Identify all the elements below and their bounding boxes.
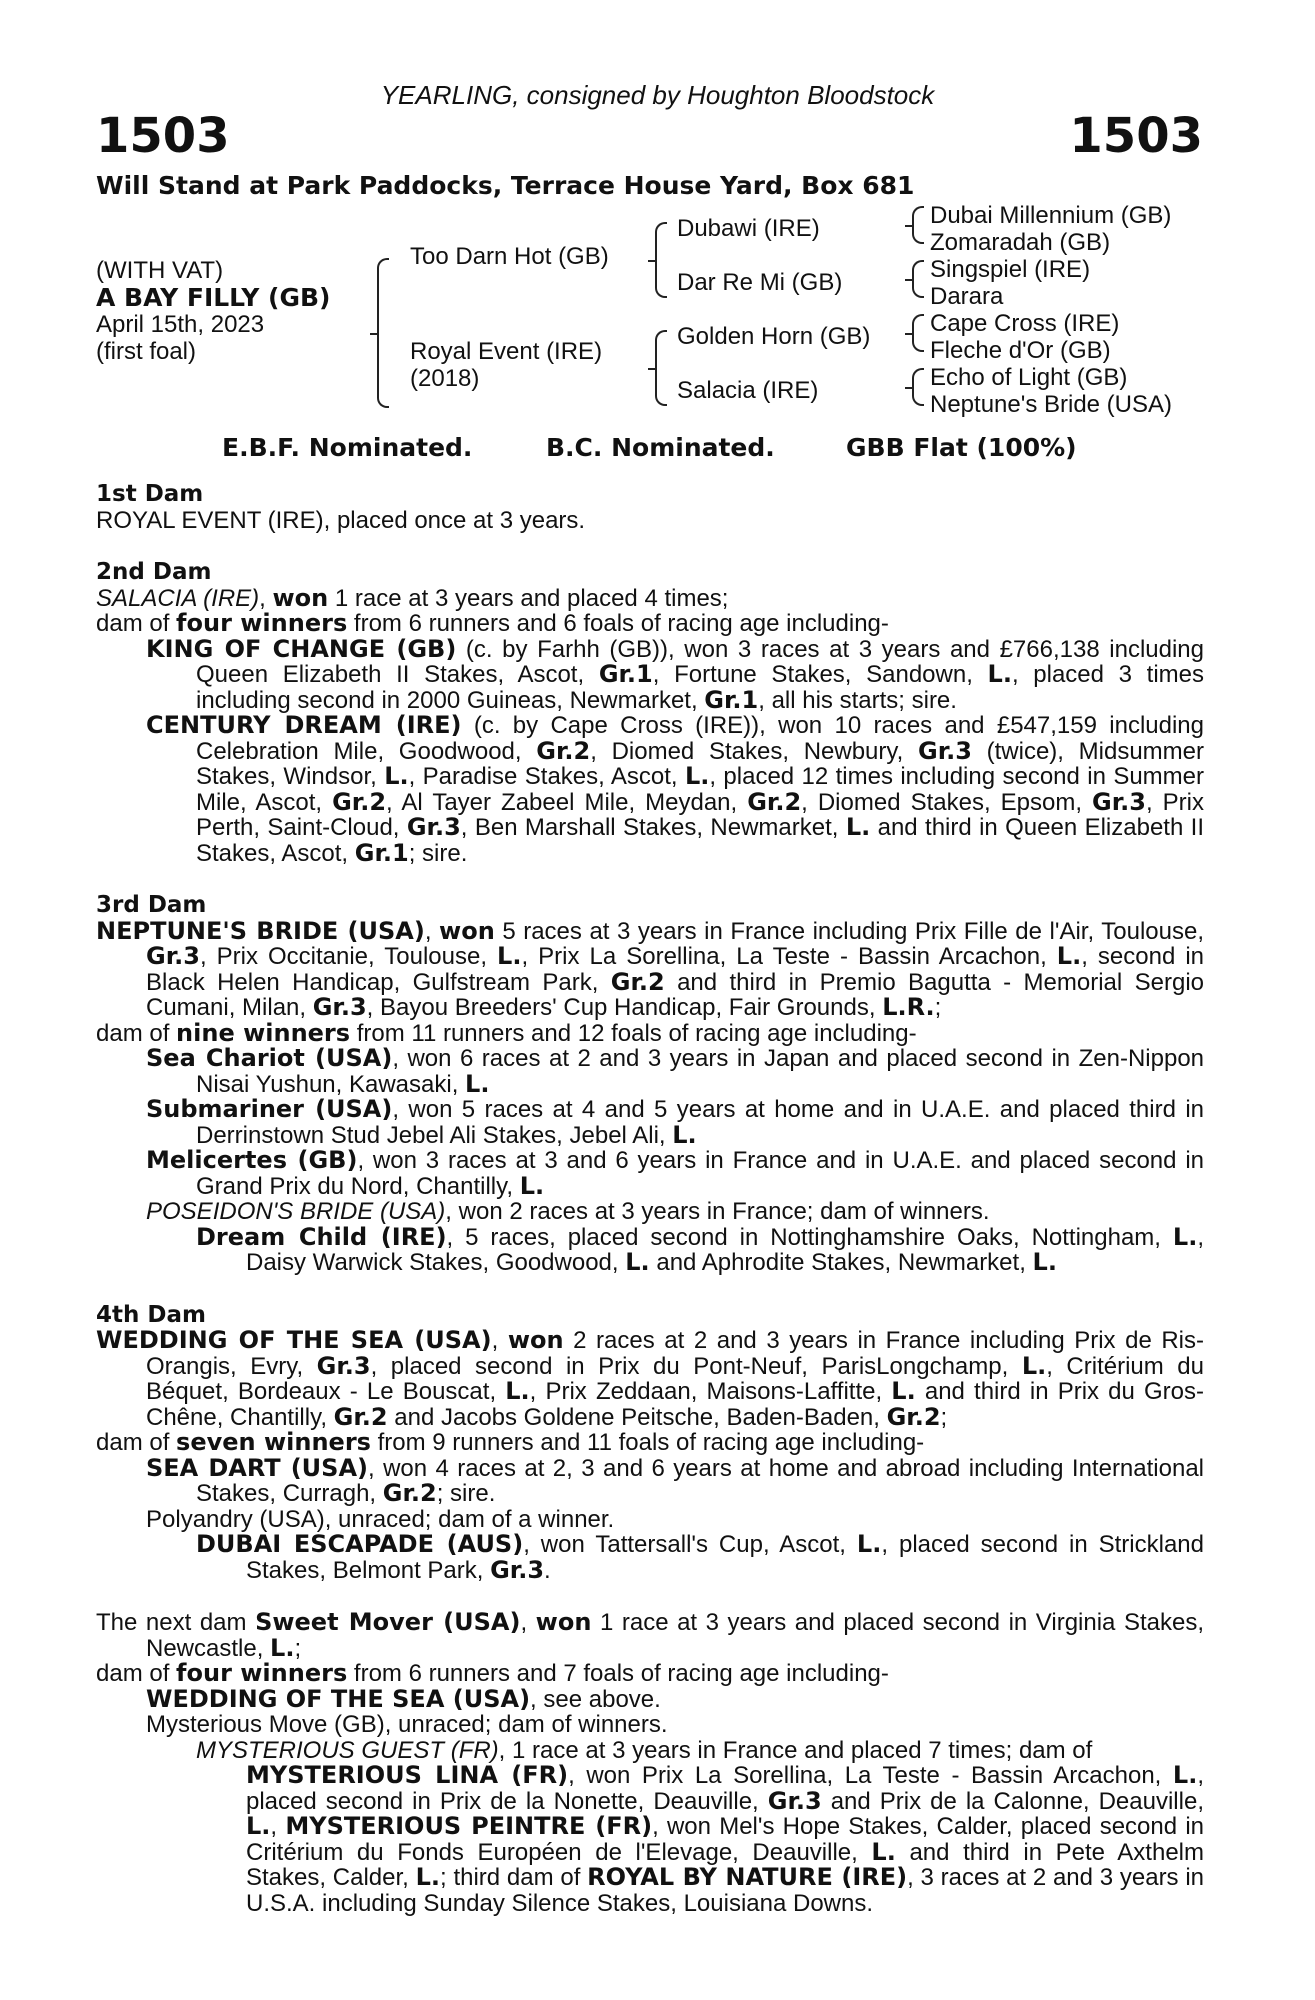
ebf-nomination: E.B.F. Nominated. <box>222 433 473 462</box>
produce-summary: dam of seven winners from 9 runners and 11 foals of racing age including- <box>96 1428 925 1456</box>
produce-entry: Dream Child (IRE), 5 races, placed second in Nottinghamshire Oaks, Nottingham, L., Daisy Warwick Stakes, Goodwood, L. and Aphrodite Stakes, Newmarket, L. <box>196 1222 1204 1276</box>
produce-summary: dam of four winners from 6 runners and 6 foals of racing age including- <box>96 609 889 637</box>
produce-entry: Melicertes (GB), won 3 races at 3 and 6 years in France and in U.A.E. and placed second in Grand Prix du Nord, Chantilly, L. <box>146 1146 1204 1200</box>
produce-entry: Mysterious Move (GB), unraced; dam of winners. <box>146 1711 668 1738</box>
produce-entry: DUBAI ESCAPADE (AUS), won Tattersall's Cup, Ascot, L., placed second in Strickland Stakes, Belmont Park, Gr.3. <box>196 1530 1205 1584</box>
pedigree-sdd: Darara <box>930 283 1004 310</box>
pedigree-sire-dam: Dar Re Mi (GB) <box>677 269 843 296</box>
pedigree-ddd: Neptune's Bride (USA) <box>930 391 1173 418</box>
section-heading: 1st Dam <box>96 481 204 507</box>
produce-summary: dam of four winners from 6 runners and 7 foals of racing age including- <box>96 1659 889 1687</box>
first-dam-text: ROYAL EVENT (IRE), placed once at 3 years. <box>96 506 586 534</box>
pedigree-sss: Dubai Millennium (GB) <box>930 202 1172 229</box>
first-dam-section <box>96 482 1204 533</box>
produce-summary: dam of nine winners from 11 runners and 12 foals of racing age including- <box>96 1018 917 1047</box>
pedigree-brace-3b <box>912 260 924 298</box>
pedigree-dss: Cape Cross (IRE) <box>930 310 1120 337</box>
produce-entry: POSEIDON'S BRIDE (USA), won 2 races at 3 years in France; dam of winners. <box>146 1198 990 1225</box>
pedigree-dds: Echo of Light (GB) <box>930 364 1128 391</box>
horse-dob: April 15th, 2023 <box>96 311 265 338</box>
pedigree-dam: Royal Event (IRE) <box>410 338 603 365</box>
dam-name: SALACIA (IRE) <box>96 584 260 612</box>
lot-number-right: 1503 <box>1069 108 1203 164</box>
second-dam-text: SALACIA (IRE), won 1 race at 3 years and placed 4 times; <box>96 583 729 612</box>
next-dam-text: The next dam Sweet Mover (USA), won 1 race at 3 years and placed second in Virginia Stakes, Newcastle, L.; <box>96 1608 1204 1662</box>
fourth-dam-text: WEDDING OF THE SEA (USA), won 2 races at 2 and 3 years in France including Prix de Ris-Orangis, Evry, Gr.3, placed second in Prix du Pont-Neuf, ParisLongchamp, L., Critérium du Béquet, Bordeaux - Le Bouscat, L., Prix Zeddaan, Maisons-Laffitte, L. and third in Prix du Gros-Chêne, Chantilly, Gr.2 and Jacobs Goldene Peitsche, Baden-Baden, Gr.2; <box>96 1326 1205 1431</box>
pedigree-brace-2b <box>655 330 667 406</box>
pedigree-sire: Too Darn Hot (GB) <box>410 243 609 270</box>
pedigree-brace-3d <box>912 368 924 406</box>
produce-entry: CENTURY DREAM (IRE) (c. by Cape Cross (IRE)), won 10 races and £547,159 including Celebration Mile, Goodwood, Gr.2, Diomed Stakes, Newbury, Gr.3 (twice), Midsummer Stakes, Windsor, L., Paradise Stakes, Ascot, L., placed 12 times including second in Summer Mile, Ascot, Gr.2, Al Tayer Zabeel Mile, Meydan, Gr.2, Diomed Stakes, Epsom, Gr.3, Prix Perth, Saint-Cloud, Gr.3, Ben Marshall Stakes, Newmarket, L. and third in Queen Elizabeth II Stakes, Ascot, Gr.1; sire. <box>146 711 1205 867</box>
vat-note: (WITH VAT) <box>96 257 224 284</box>
pedigree-brace-3a <box>912 206 924 244</box>
horse-note: (first foal) <box>96 338 197 365</box>
pedigree-ssd: Zomaradah (GB) <box>930 229 1111 256</box>
pedigree-dam-sire: Golden Horn (GB) <box>677 323 871 350</box>
pedigree-dsd: Fleche d'Or (GB) <box>930 337 1111 364</box>
pedigree-dam-dam: Salacia (IRE) <box>677 377 819 404</box>
section-heading: 4th Dam <box>96 1301 206 1328</box>
pedigree-brace-2a <box>655 222 667 298</box>
lot-number-left: 1503 <box>96 108 230 164</box>
pedigree-brace-1 <box>377 258 389 408</box>
produce-entry: Polyandry (USA), unraced; dam of a winner. <box>146 1505 615 1533</box>
second-dam-section <box>96 560 1204 866</box>
horse-name: A BAY FILLY (GB) <box>96 283 331 312</box>
gbb-flat: GBB Flat (100%) <box>846 433 1077 462</box>
produce-entry: Submariner (USA), won 5 races at 4 and 5 years at home and in U.A.E. and placed third in Derrinstown Stud Jebel Ali Stakes, Jebel Ali, L. <box>146 1095 1204 1149</box>
third-dam-text: NEPTUNE'S BRIDE (USA), won 5 races at 3 years in France including Prix Fille de l'Air, Toulouse, Gr.3, Prix Occitanie, Toulouse, L., Prix La Sorellina, La Teste - Bassin Arcachon, L., second in Black Helen Handicap, Gulfstream Park, Gr.2 and third in Premio Bagutta - Memorial Sergio Cumani, Milan, Gr.3, Bayou Breeders' Cup Handicap, Fair Grounds, L.R.; <box>96 916 1204 1021</box>
produce-entry: WEDDING OF THE SEA (USA), see above. <box>146 1684 661 1713</box>
pedigree-sds: Singspiel (IRE) <box>930 256 1091 283</box>
produce-entry: MYSTERIOUS LINA (FR), won Prix La Sorellina, La Teste - Bassin Arcachon, L., placed second in Prix de la Nonette, Deauville, Gr.3 and Prix de la Calonne, Deauville, L., MYSTERIOUS PEINTRE (FR), won Mel's Hope Stakes, Calder, placed second in Critérium du Fonds Européen de l'Elevage, Deauville, L. and third in Pete Axthelm Stakes, Calder, L.; third dam of ROYAL BY NATURE (IRE), 3 races at 2 and 3 years in U.S.A. including Sunday Silence Stakes, Louisiana Downs. <box>246 1761 1205 1917</box>
section-heading: 2nd Dam <box>96 559 212 585</box>
produce-entry: MYSTERIOUS GUEST (FR), 1 race at 3 years in France and placed 7 times; dam of <box>196 1736 1093 1764</box>
pedigree-brace-3c <box>912 314 924 352</box>
pedigree-notes <box>96 482 1204 1916</box>
pedigree-dam-year: (2018) <box>410 365 480 392</box>
next-dam-section <box>96 1610 1204 1916</box>
stable-location: Will Stand at Park Paddocks, Terrace House Yard, Box 681 <box>96 171 915 200</box>
third-dam-section <box>96 893 1204 1276</box>
produce-entry: Sea Chariot (USA), won 6 races at 2 and 3 years in Japan and placed second in Zen-Nippon Nisai Yushun, Kawasaki, L. <box>146 1044 1205 1098</box>
catalogue-subtitle: YEARLING, consigned by Houghton Bloodstock <box>380 80 935 110</box>
produce-entry: KING OF CHANGE (GB) (c. by Farhh (GB)), won 3 races at 3 years and £766,138 including Queen Elizabeth II Stakes, Ascot, Gr.1, Fortune Stakes, Sandown, L., placed 3 times including second in 2000 Guineas, Newmarket, Gr.1, all his starts; sire. <box>146 634 1204 714</box>
bc-nomination: B.C. Nominated. <box>546 433 775 462</box>
fourth-dam-section <box>96 1303 1204 1584</box>
section-heading: 3rd Dam <box>96 892 207 918</box>
pedigree-sire-sire: Dubawi (IRE) <box>677 215 820 242</box>
produce-entry: SEA DART (USA), won 4 races at 2, 3 and 6 years at home and abroad including International Stakes, Curragh, Gr.2; sire. <box>146 1453 1205 1507</box>
